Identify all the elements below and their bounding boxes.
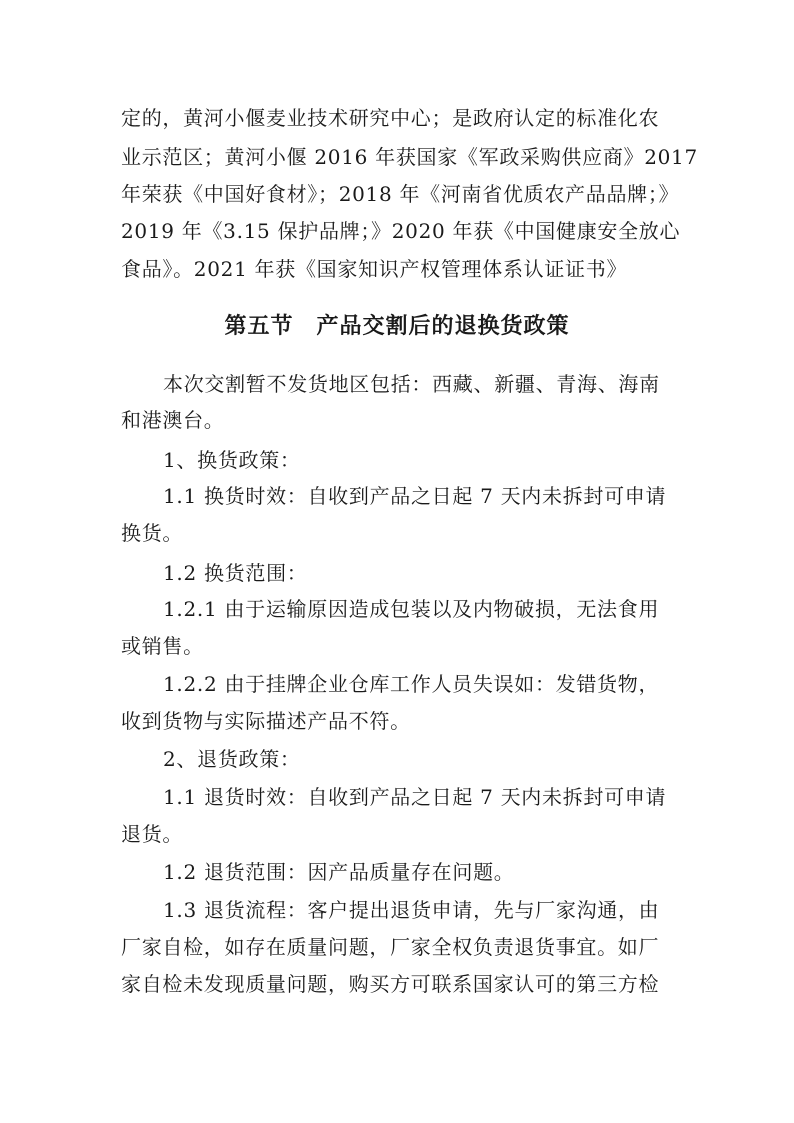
body-line: 换货。 <box>121 521 184 545</box>
body-line: 1.2.1 由于运输原因造成包装以及内物破损，无法食用 <box>163 597 660 621</box>
body-line: 和港澳台。 <box>121 408 225 432</box>
body-line: 厂家自检，如存在质量问题，厂家全权负责退货事宜。如厂 <box>121 935 660 959</box>
body-line: 1、换货政策： <box>163 448 301 472</box>
intro-line: 年荣获《中国好食材》；2018 年《河南省优质农产品品牌；》 <box>121 182 680 206</box>
intro-line: 业示范区；黄河小偃 2016 年获国家《军政采购供应商》2017 <box>121 145 698 169</box>
body-line: 退货。 <box>121 822 184 846</box>
body-line: 1.1 退货时效：自收到产品之日起 7 天内未拆封可申请 <box>163 785 667 809</box>
body-line: 家自检未发现质量问题，购买方可联系国家认可的第三方检 <box>121 972 660 996</box>
body-line: 收到货物与实际描述产品不符。 <box>121 709 411 733</box>
body-line: 1.1 换货时效：自收到产品之日起 7 天内未拆封可申请 <box>163 484 667 508</box>
intro-line: 2019 年《3.15 保护品牌；》2020 年获《中国健康安全放心 <box>121 219 681 243</box>
intro-line: 定的，黄河小偃麦业技术研究中心；是政府认定的标准化农 <box>121 106 660 130</box>
body-line: 或销售。 <box>121 634 204 658</box>
body-line: 1.2.2 由于挂牌企业仓库工作人员失误如：发错货物， <box>163 672 660 696</box>
body-line: 1.2 换货范围： <box>163 561 308 585</box>
intro-line: 食品》。2021 年获《国家知识产权管理体系认证证书》 <box>121 257 628 281</box>
section-title: 第五节 产品交割后的退换货政策 <box>224 314 570 339</box>
body-line: 1.3 退货流程：客户提出退货申请，先与厂家沟通，由 <box>163 898 660 922</box>
body-line: 1.2 退货范围：因产品质量存在问题。 <box>163 860 515 884</box>
body-line: 本次交割暂不发货地区包括：西藏、新疆、青海、海南 <box>163 372 660 396</box>
body-line: 2、退货政策： <box>163 747 301 771</box>
